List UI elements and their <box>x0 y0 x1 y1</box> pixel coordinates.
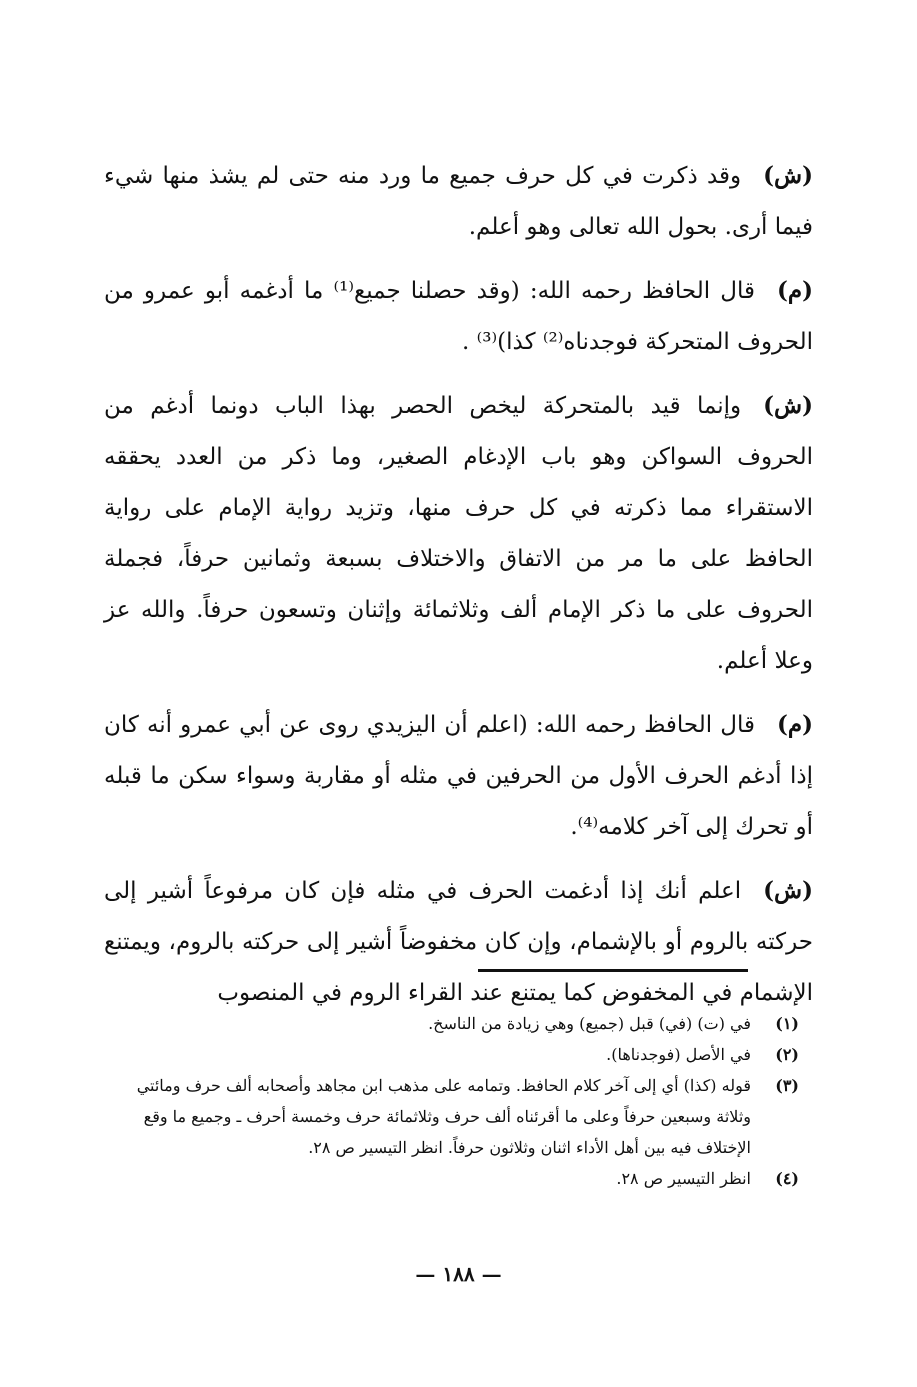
section-marker: (ش) <box>763 392 813 419</box>
footnotes <box>104 1008 799 1194</box>
section-marker: (ش) <box>763 877 813 904</box>
paragraph-text: وإنما قيد بالمتحركة ليخص الحصر بهذا الباب دونما أدغم من الحروف السواكن وهو باب الإدغام الصغير، وما ذكر من العدد يحققه الاستقراء مما ذكرته في كل حرف منها، وتزيد رواية الإمام على رواية الحافظ على ما مر من الاتفاق والاختلاف بسبعة وثمانين حرفاً، فجملة الحروف على ما ذكر الإمام ألف وثلاثمائة وإثنان وتسعون حرفاً. والله عز وعلا أعلم. <box>104 393 813 674</box>
paragraph <box>104 699 813 853</box>
footnote-text: قوله (كذا) أي إلى آخر كلام الحافظ. وتمامه على مذهب ابن مجاهد وأصحابه ألف حرف ومائتي وثلاثة وسبعين حرفاً وعلى ما أقرئناه ألف حرف وثلاثمائة حرف وخمسة أحرف ـ وجميع ما وقع الإختلاف فيه بين أهل الأداء اثنان وثلاثون حرفاً. انظر التيسير ص ٢٨. <box>136 1076 751 1157</box>
footnote <box>104 1008 799 1039</box>
footnote-number: (٢) <box>775 1045 799 1064</box>
section-marker: (ش) <box>763 162 813 189</box>
paragraph-text: قال الحافظ رحمه الله: (وقد حصلنا جميع⁽¹⁾ ما أدغمه أبو عمرو من الحروف المتحركة فوجدناه⁽²⁾ كذا)⁽³⁾ . <box>104 278 813 355</box>
page-number: — ١٨٨ — <box>415 1262 502 1286</box>
footnote-number: (٣) <box>775 1076 799 1095</box>
footnote <box>104 1163 799 1194</box>
footnote-text: في (ت) (في) قبل (جميع) وهي زيادة من الناسخ. <box>428 1014 751 1033</box>
paragraph <box>104 265 813 368</box>
footnote-divider <box>478 969 748 972</box>
paragraph <box>104 865 813 1019</box>
paragraph <box>104 150 813 253</box>
paragraph <box>104 380 813 687</box>
footnote-number: (١) <box>775 1014 799 1033</box>
footnote-number: (٤) <box>775 1169 799 1188</box>
paragraph-text: اعلم أنك إذا أدغمت الحرف في مثله فإن كان مرفوعاً أشير إلى حركته بالروم أو بالإشمام، وإن كان مخفوضاً أشير إلى حركته بالروم، ويمتنع الإشمام في المخفوض كما يمتنع عند القراء الروم في المنصوب <box>104 878 813 1006</box>
section-marker: (م) <box>777 277 814 304</box>
footnote-text: انظر التيسير ص ٢٨. <box>616 1169 751 1188</box>
footnote <box>104 1070 799 1163</box>
main-text <box>104 150 813 1019</box>
section-marker: (م) <box>776 711 813 738</box>
paragraph-text: قال الحافظ رحمه الله: (اعلم أن اليزيدي روى عن أبي عمرو أنه كان إذا أدغم الحرف الأول من الحرفين في مثله أو مقاربة وسواء سكن ما قبله أو تحرك إلى آخر كلامه⁽⁴⁾. <box>104 712 813 840</box>
footnote <box>104 1039 799 1070</box>
footnote-text: في الأصل (فوجدناها). <box>606 1045 751 1064</box>
paragraph-text: وقد ذكرت في كل حرف جميع ما ورد منه حتى لم يشذ منها شيء فيما أرى. بحول الله تعالى وهو أعلم. <box>104 163 813 240</box>
